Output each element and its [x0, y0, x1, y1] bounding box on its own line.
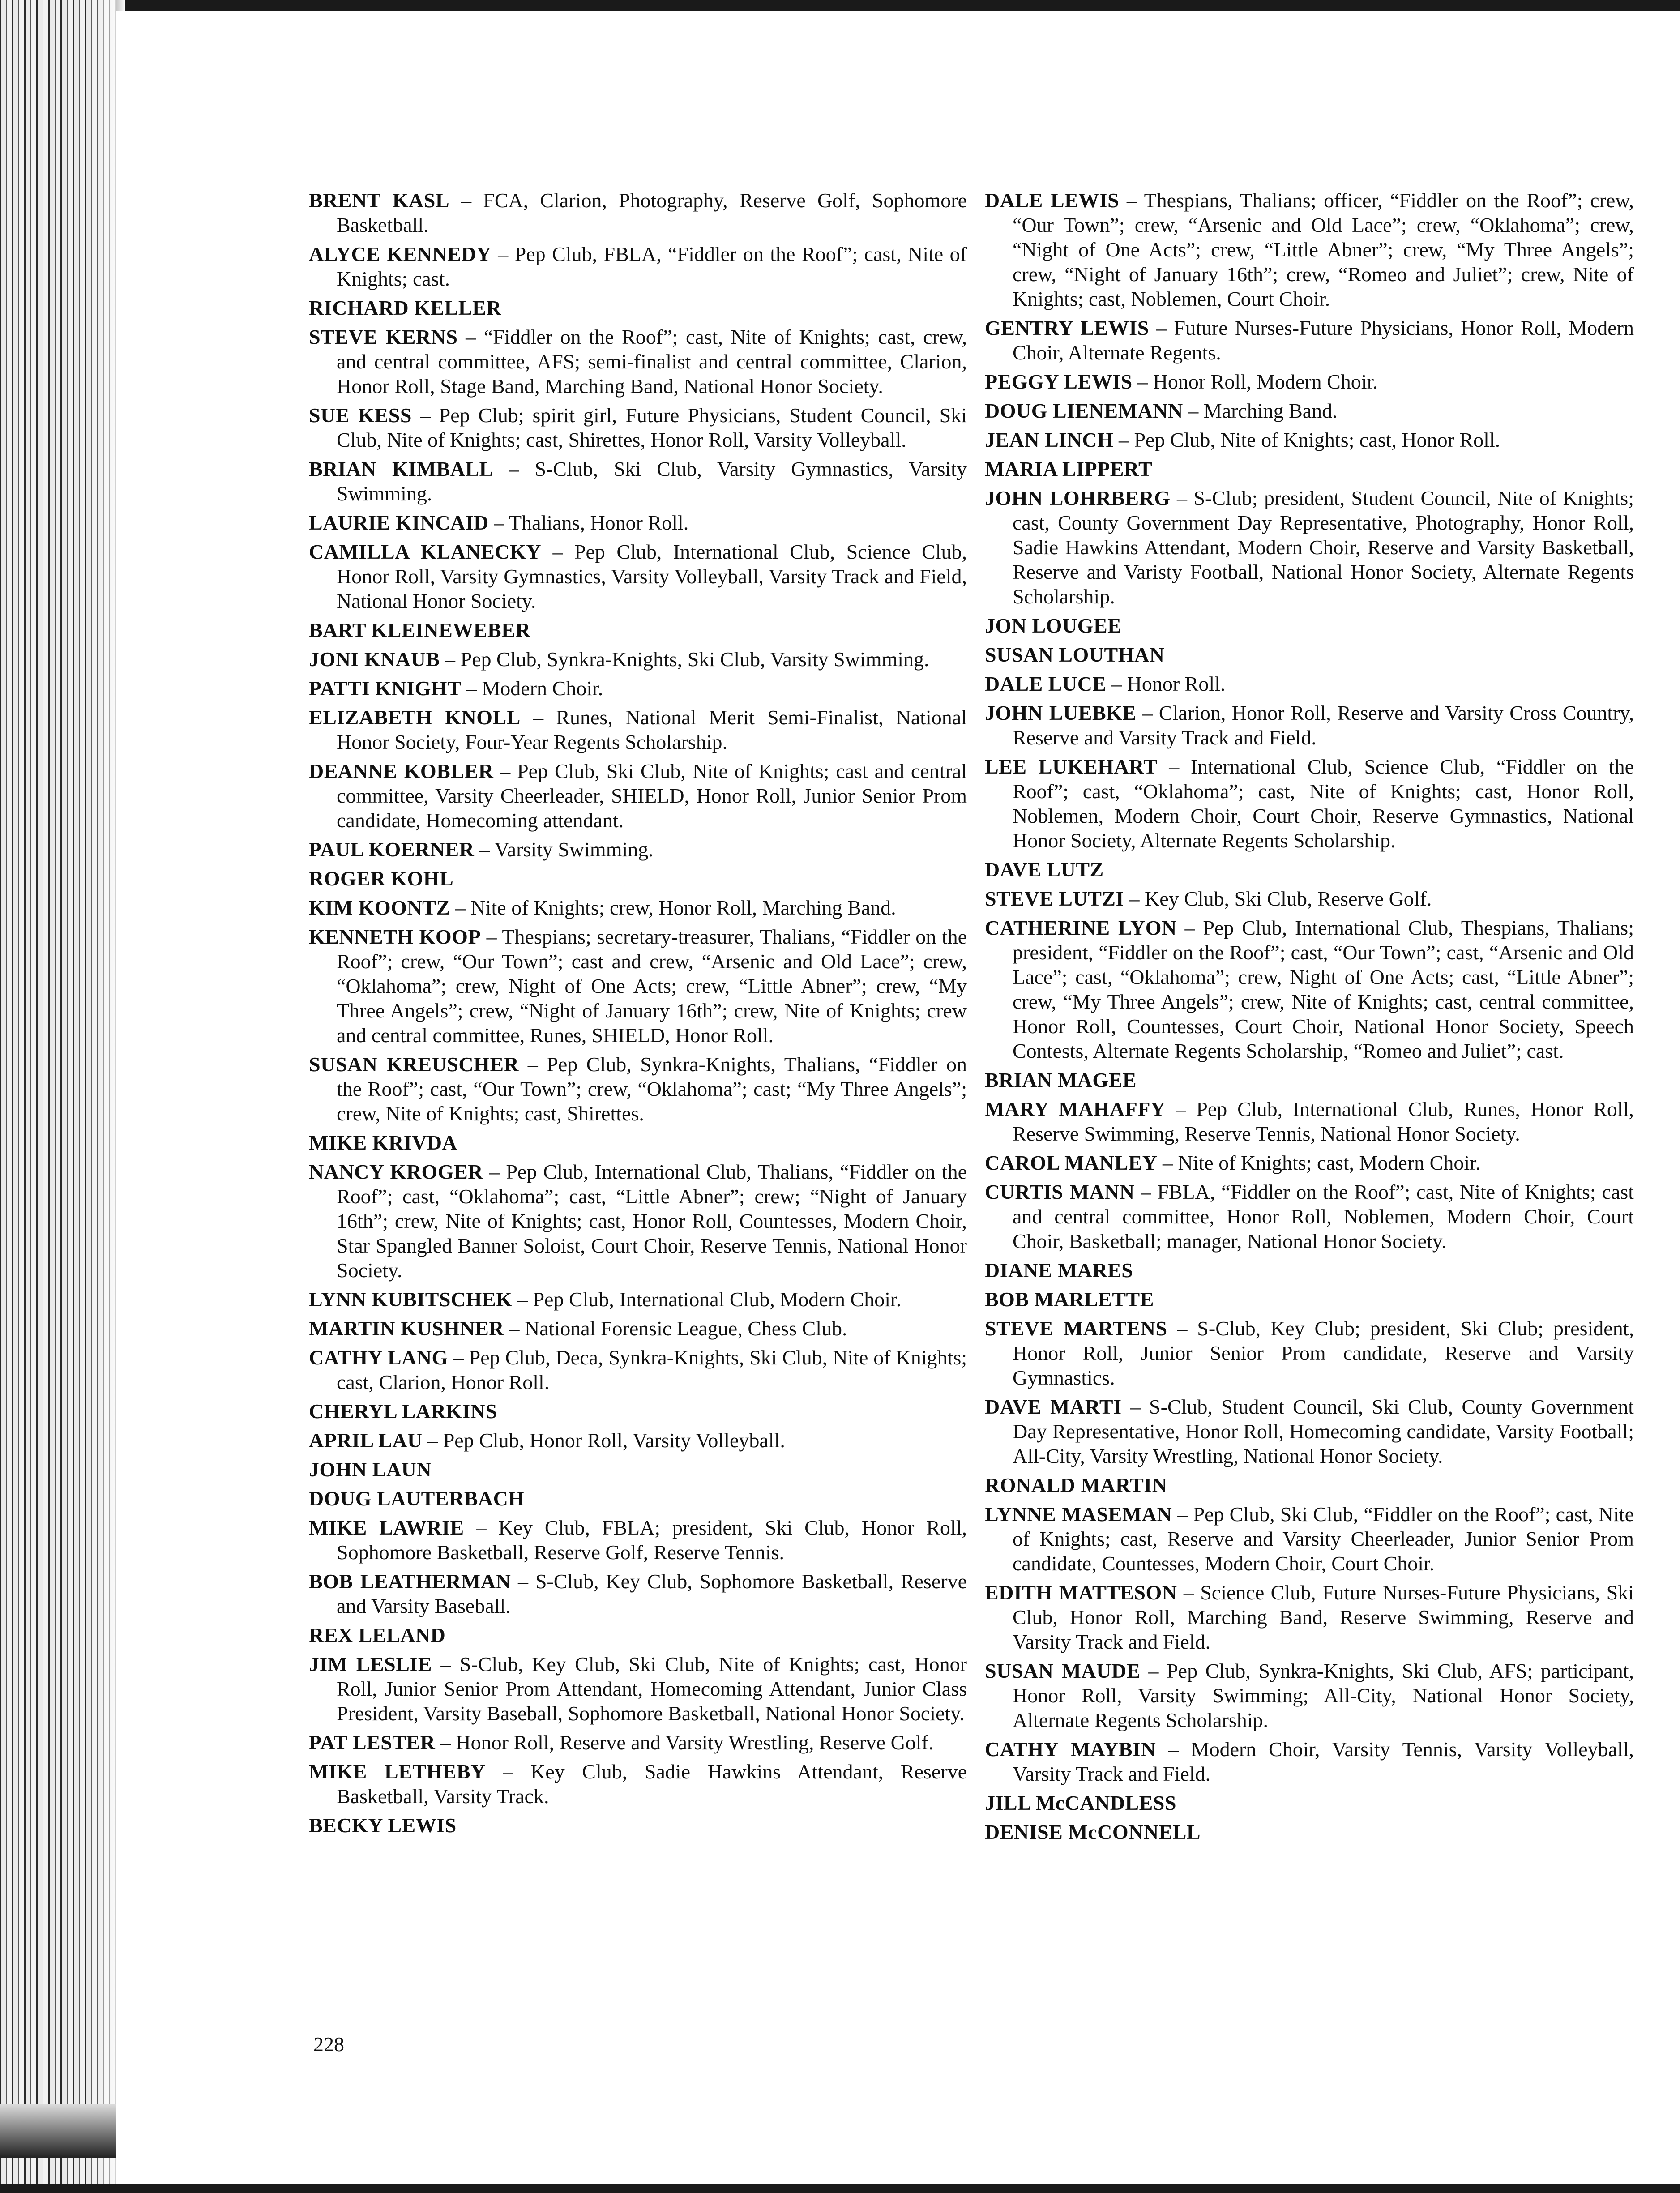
student-entry [309, 924, 967, 1047]
student-name: JILL McCANDLESS [985, 1791, 1176, 1814]
student-activities: – S-Club; president, Student Council, Nite of Knights; cast, County Government Day Representative, Photography, Honor Roll, Sadie Hawkins Attendant, Modern Choir, Reserve and Varsity Basketball, Reserve and Varisty Football, National Honor Society, Alternate Regents Scholarship. [1013, 487, 1634, 608]
student-entry [309, 1130, 967, 1155]
student-name: BOB LEATHERMAN [309, 1570, 511, 1593]
student-activities: – Science Club, Future Nurses-Future Physicians, Ski Club, Honor Roll, Marching Band, Reserve Swimming, Reserve and Varsity Track and Field. [1013, 1581, 1634, 1653]
student-name: MARIA LIPPERT [985, 457, 1153, 480]
student-name: DAVE LUTZ [985, 858, 1104, 881]
student-entry [985, 1820, 1634, 1844]
student-activities: – International Club, Science Club, “Fiddler on the Roof”; cast, “Oklahoma”; cast, Nite of Knights; cast, Honor Roll, Noblemen, Modern Choir, Court Choir, Reserve Gymnastics, National Honor Society, Alternate Regents Scholarship. [1013, 755, 1634, 852]
student-entry [309, 325, 967, 398]
student-name: KIM KOONTZ [309, 896, 450, 919]
student-name: APRIL LAU [309, 1429, 423, 1452]
student-activities: – Pep Club; spirit girl, Future Physicians, Student Council, Ski Club, Nite of Knights; cast, Shirettes, Honor Roll, Varsity Volleyball. [337, 404, 967, 451]
student-name: KENNETH KOOP [309, 925, 481, 948]
student-name: JOHN LUEBKE [985, 701, 1137, 724]
student-entry [309, 1287, 967, 1312]
student-entry [985, 1287, 1634, 1312]
student-activities: – Modern Choir, Varsity Tennis, Varsity Volleyball, Varsity Track and Field. [1013, 1738, 1634, 1785]
student-activities: – Marching Band. [1183, 399, 1338, 422]
student-name: CATHY MAYBIN [985, 1738, 1156, 1761]
student-name: JEAN LINCH [985, 428, 1114, 451]
student-activities: – Thespians, Thalians; officer, “Fiddler on the Roof”; crew, “Our Town”; crew, “Arsenic and Old Lace”; crew, “Oklahoma”; crew, “Night of One Acts”; crew, “Little Abner”; crew, “My Three Angels”; crew, “Night of January 16th”; crew, “Romeo and Juliet”; crew, Nite of Knights; cast, Noblemen, Court Choir. [1013, 189, 1634, 310]
student-name: BRIAN KIMBALL [309, 457, 493, 480]
student-entry [309, 1316, 967, 1341]
student-activities: – Thespians; secretary-treasurer, Thalians, “Fiddler on the Roof”; crew, “Our Town”; cast and crew, “Arsenic and Old Lace”; crew, “Oklahoma”; crew, Night of One Acts; crew, “Little Abner”; crew, “My Three Angels”; crew, “Night of January 16th”; crew, Nite of Knights; crew and central committee, Runes, SHIELD, Honor Roll. [337, 925, 967, 1047]
student-activities: – Pep Club, Honor Roll, Varsity Volleyball. [422, 1429, 785, 1452]
student-entry [985, 457, 1634, 481]
student-entry [309, 1652, 967, 1726]
student-name: DAVE MARTI [985, 1395, 1122, 1418]
student-name: STEVE LUTZI [985, 887, 1124, 910]
student-name: PAT LESTER [309, 1731, 436, 1754]
top-rule [0, 0, 1680, 11]
student-activities: – Pep Club, Nite of Knights; cast, Honor Roll. [1113, 428, 1500, 451]
student-entry [985, 1580, 1634, 1654]
student-name: ALYCE KENNEDY [309, 243, 492, 265]
student-name: BRIAN MAGEE [985, 1069, 1137, 1091]
student-entry [309, 1623, 967, 1647]
student-entry [985, 701, 1634, 750]
student-activities: – Thalians, Honor Roll. [488, 511, 689, 534]
student-activities: – “Fiddler on the Roof”; cast, Nite of Knights; cast, crew, and central committee, AFS; semi-finalist and central committee, Clarion, Honor Roll, Stage Band, Marching Band, National Honor Society. [337, 325, 967, 398]
student-entry [309, 1730, 967, 1755]
student-entry [309, 1345, 967, 1394]
student-name: DEANNE KOBLER [309, 760, 494, 782]
student-entry [309, 759, 967, 833]
student-name: EDITH MATTESON [985, 1581, 1177, 1604]
student-activities: – Pep Club, International Club, Science Club, Honor Roll, Varsity Gymnastics, Varsity Volleyball, Varsity Track and Field, National Honor Society. [337, 540, 967, 612]
student-entry [309, 295, 967, 320]
student-entry [309, 457, 967, 506]
student-entry [309, 1052, 967, 1126]
student-name: STEVE MARTENS [985, 1317, 1167, 1340]
student-name: DALE LEWIS [985, 189, 1120, 212]
student-name: DIANE MARES [985, 1259, 1133, 1282]
student-entry [985, 1502, 1634, 1576]
student-name: CAMILLA KLANECKY [309, 540, 542, 563]
student-activities: – Pep Club, International Club, Thalians, “Fiddler on the Roof”; cast, “Oklahoma”; cast, “Little Abner”; crew; “Night of January 16th”; crew, Nite of Knights; cast, Honor Roll, Countesses, Modern Choir, Star Spangled Banner Soloist, Court Choir, Reserve Tennis, National Honor Society. [337, 1160, 967, 1282]
student-name: SUSAN MAUDE [985, 1659, 1141, 1682]
student-entry [985, 1737, 1634, 1786]
student-name: MARY MAHAFFY [985, 1098, 1166, 1120]
student-activities: – S-Club, Ski Club, Varsity Gymnastics, Varsity Swimming. [337, 457, 967, 505]
student-activities: – Pep Club, International Club, Thespians, Thalians; president, “Fiddler on the Roof”; cast, “Our Town”; cast, “Arsenic and Old Lace”; cast, “Oklahoma”; crew, Night of One Acts; cast, “Little Abner”; crew, “My Three Angels”; crew, Nite of Knights; cast, central committee, Honor Roll, Countesses, Court Choir, National Honor Society, Speech Contests, Alternate Regents Scholarship, “Romeo and Juliet”; cast. [1013, 916, 1634, 1062]
student-activities: – S-Club, Student Council, Ski Club, County Government Day Representative, Honor Roll, Homecoming candidate, Varsity Football; All-City, Varsity Wrestling, National Honor Society. [1013, 1395, 1634, 1467]
student-activities: – Pep Club, FBLA, “Fiddler on the Roof”; cast, Nite of Knights; cast. [337, 243, 967, 290]
student-name: LEE LUKEHART [985, 755, 1158, 778]
student-name: SUSAN LOUTHAN [985, 643, 1165, 666]
student-activities: – Pep Club, Ski Club, “Fiddler on the Roof”; cast, Nite of Knights; cast, Reserve and Varsity Cheerleader, Junior Senior Prom candidate, Countesses, Modern Choir, Court Choir. [1013, 1503, 1634, 1575]
student-activities: – Pep Club, International Club, Runes, Honor Roll, Reserve Swimming, Reserve Tennis, National Honor Society. [1013, 1098, 1634, 1145]
student-entry [309, 1399, 967, 1424]
student-entry [985, 427, 1634, 452]
student-entry [985, 398, 1634, 423]
spine-shadow [0, 2104, 116, 2158]
student-entry [985, 1791, 1634, 1815]
student-activities: – National Forensic League, Chess Club. [504, 1317, 847, 1340]
student-name: MARTIN KUSHNER [309, 1317, 504, 1340]
student-activities: – Key Club, FBLA; president, Ski Club, Honor Roll, Sophomore Basketball, Reserve Golf, Reserve Tennis. [337, 1516, 967, 1564]
student-activities: – Varsity Swimming. [474, 838, 654, 861]
student-name: JOHN LAUN [309, 1458, 432, 1481]
student-entry [985, 886, 1634, 911]
student-name: LYNN KUBITSCHEK [309, 1288, 513, 1311]
student-name: DENISE McCONNELL [985, 1821, 1201, 1843]
student-entry [985, 857, 1634, 882]
student-activities: – Nite of Knights; cast, Modern Choir. [1157, 1151, 1481, 1174]
student-name: CAROL MANLEY [985, 1151, 1158, 1174]
student-name: MIKE KRIVDA [309, 1131, 457, 1154]
student-entry [309, 1457, 967, 1482]
bottom-rule [0, 2184, 1680, 2193]
student-entry [309, 510, 967, 535]
student-entry [309, 1515, 967, 1565]
student-entry [309, 1159, 967, 1282]
student-entry [985, 1659, 1634, 1732]
student-name: ROGER KOHL [309, 867, 454, 890]
student-activities: – Pep Club, Synkra-Knights, Ski Club, AFS; participant, Honor Roll, Varsity Swimming; All-City, National Honor Society, Alternate Regents Scholarship. [1013, 1659, 1634, 1731]
student-entry [985, 1316, 1634, 1390]
student-name: PEGGY LEWIS [985, 370, 1133, 393]
student-activities: – Honor Roll, Reserve and Varsity Wrestling, Reserve Golf. [435, 1731, 934, 1754]
student-entry [309, 1759, 967, 1808]
student-activities: – FBLA, “Fiddler on the Roof”; cast, Nite of Knights; cast and central committee, Honor Roll, Noblemen, Modern Choir, Court Choir, Basketball; manager, National Honor Society. [1013, 1180, 1634, 1253]
student-entry [309, 676, 967, 701]
student-name: NANCY KROGER [309, 1160, 483, 1183]
right-column [985, 188, 1634, 1849]
student-name: LYNNE MASEMAN [985, 1503, 1172, 1526]
student-activities: – Pep Club, Deca, Synkra-Knights, Ski Club, Nite of Knights; cast, Clarion, Honor Roll. [337, 1346, 967, 1394]
student-name: CATHY LANG [309, 1346, 448, 1369]
student-activities: – Honor Roll, Modern Choir. [1132, 370, 1378, 393]
student-entry [985, 188, 1634, 311]
student-activities: – Modern Choir. [461, 677, 603, 700]
student-entry [309, 1486, 967, 1511]
page-number: 228 [313, 2033, 344, 2056]
student-activities: – Pep Club, Synkra-Knights, Ski Club, Varsity Swimming. [440, 648, 929, 671]
student-entry [309, 647, 967, 671]
student-entry [309, 866, 967, 891]
student-name: LAURIE KINCAID [309, 511, 489, 534]
student-activities: – S-Club, Key Club, Ski Club, Nite of Knights; cast, Honor Roll, Junior Senior Prom Attendant, Homecoming Attendant, Junior Class President, Varsity Baseball, Sophomore Basketball, National Honor Society. [337, 1653, 967, 1725]
student-entry [309, 705, 967, 754]
student-activities: – FCA, Clarion, Photography, Reserve Golf, Sophomore Basketball. [337, 189, 967, 236]
student-name: SUSAN KREUSCHER [309, 1053, 519, 1076]
student-entry [309, 1569, 967, 1618]
student-entry [309, 539, 967, 613]
student-name: MIKE LETHEBY [309, 1760, 486, 1783]
student-name: PAUL KOERNER [309, 838, 475, 861]
student-activities: – S-Club, Key Club, Sophomore Basketball, Reserve and Varsity Baseball. [337, 1570, 967, 1617]
student-entry [985, 486, 1634, 609]
student-name: PATTI KNIGHT [309, 677, 462, 700]
student-entry [985, 642, 1634, 667]
student-name: ELIZABETH KNOLL [309, 706, 521, 729]
student-name: BRENT KASL [309, 189, 450, 212]
student-entry [985, 1258, 1634, 1282]
student-entry [309, 895, 967, 920]
left-column [309, 188, 967, 1842]
student-entry [985, 1097, 1634, 1146]
student-entry [985, 613, 1634, 638]
student-entry [985, 671, 1634, 696]
student-activities: – Clarion, Honor Roll, Reserve and Varsity Cross Country, Reserve and Varsity Track and Field. [1013, 701, 1634, 749]
student-name: BOB MARLETTE [985, 1288, 1154, 1311]
student-entry [985, 1473, 1634, 1497]
student-entry [309, 837, 967, 862]
student-entry [309, 618, 967, 642]
student-name: CURTIS MANN [985, 1180, 1135, 1203]
student-name: JONI KNAUB [309, 648, 440, 671]
student-name: CHERYL LARKINS [309, 1400, 497, 1423]
student-activities: – Pep Club, Ski Club, Nite of Knights; cast and central committee, Varsity Cheerleader, SHIELD, Honor Roll, Junior Senior Prom candidate, Homecoming attendant. [337, 760, 967, 832]
student-name: JON LOUGEE [985, 614, 1122, 637]
student-activities: – S-Club, Key Club; president, Ski Club; president, Honor Roll, Junior Senior Prom candidate, Reserve and Varsity Gymnastics. [1013, 1317, 1634, 1389]
student-name: JIM LESLIE [309, 1653, 432, 1676]
student-name: RONALD MARTIN [985, 1474, 1167, 1496]
student-name: DALE LUCE [985, 672, 1107, 695]
student-entry [985, 1180, 1634, 1253]
student-name: BART KLEINEWEBER [309, 619, 531, 641]
student-entry [985, 1150, 1634, 1175]
student-name: RICHARD KELLER [309, 296, 502, 319]
student-name: DOUG LIENEMANN [985, 399, 1183, 422]
student-name: JOHN LOHRBERG [985, 487, 1171, 509]
student-name: BECKY LEWIS [309, 1814, 457, 1837]
student-activities: – Nite of Knights; crew, Honor Roll, Marching Band. [450, 896, 896, 919]
student-entry [309, 403, 967, 452]
student-name: SUE KESS [309, 404, 412, 427]
student-entry [985, 1068, 1634, 1092]
student-name: MIKE LAWRIE [309, 1516, 464, 1539]
student-activities: – Key Club, Sadie Hawkins Attendant, Reserve Basketball, Varsity Track. [337, 1760, 967, 1808]
student-name: CATHERINE LYON [985, 916, 1177, 939]
student-activities: – Honor Roll. [1106, 672, 1226, 695]
student-name: DOUG LAUTERBACH [309, 1487, 525, 1510]
student-activities: – Key Club, Ski Club, Reserve Golf. [1124, 887, 1432, 910]
student-activities: – Pep Club, International Club, Modern Choir. [512, 1288, 902, 1311]
student-entry [985, 1394, 1634, 1468]
student-activities: – Pep Club, Synkra-Knights, Thalians, “Fiddler on the Roof”; cast, “Our Town”; crew, “Oklahoma”; cast; “My Three Angels”; crew, Nite of Knights; cast, Shirettes. [337, 1053, 967, 1125]
student-entry [985, 369, 1634, 394]
student-entry [309, 1428, 967, 1453]
student-activities: – Future Nurses-Future Physicians, Honor Roll, Modern Choir, Alternate Regents. [1013, 316, 1634, 364]
student-entry [985, 316, 1634, 365]
student-name: REX LELAND [309, 1624, 446, 1646]
student-activities: – Runes, National Merit Semi-Finalist, National Honor Society, Four-Year Regents Scholarship. [337, 706, 967, 753]
student-name: STEVE KERNS [309, 325, 458, 348]
student-name: GENTRY LEWIS [985, 316, 1149, 339]
student-entry [985, 915, 1634, 1063]
student-entry [309, 188, 967, 237]
page-edge-fade [90, 0, 125, 2193]
student-entry [309, 242, 967, 291]
student-entry [985, 754, 1634, 853]
student-entry [309, 1813, 967, 1838]
